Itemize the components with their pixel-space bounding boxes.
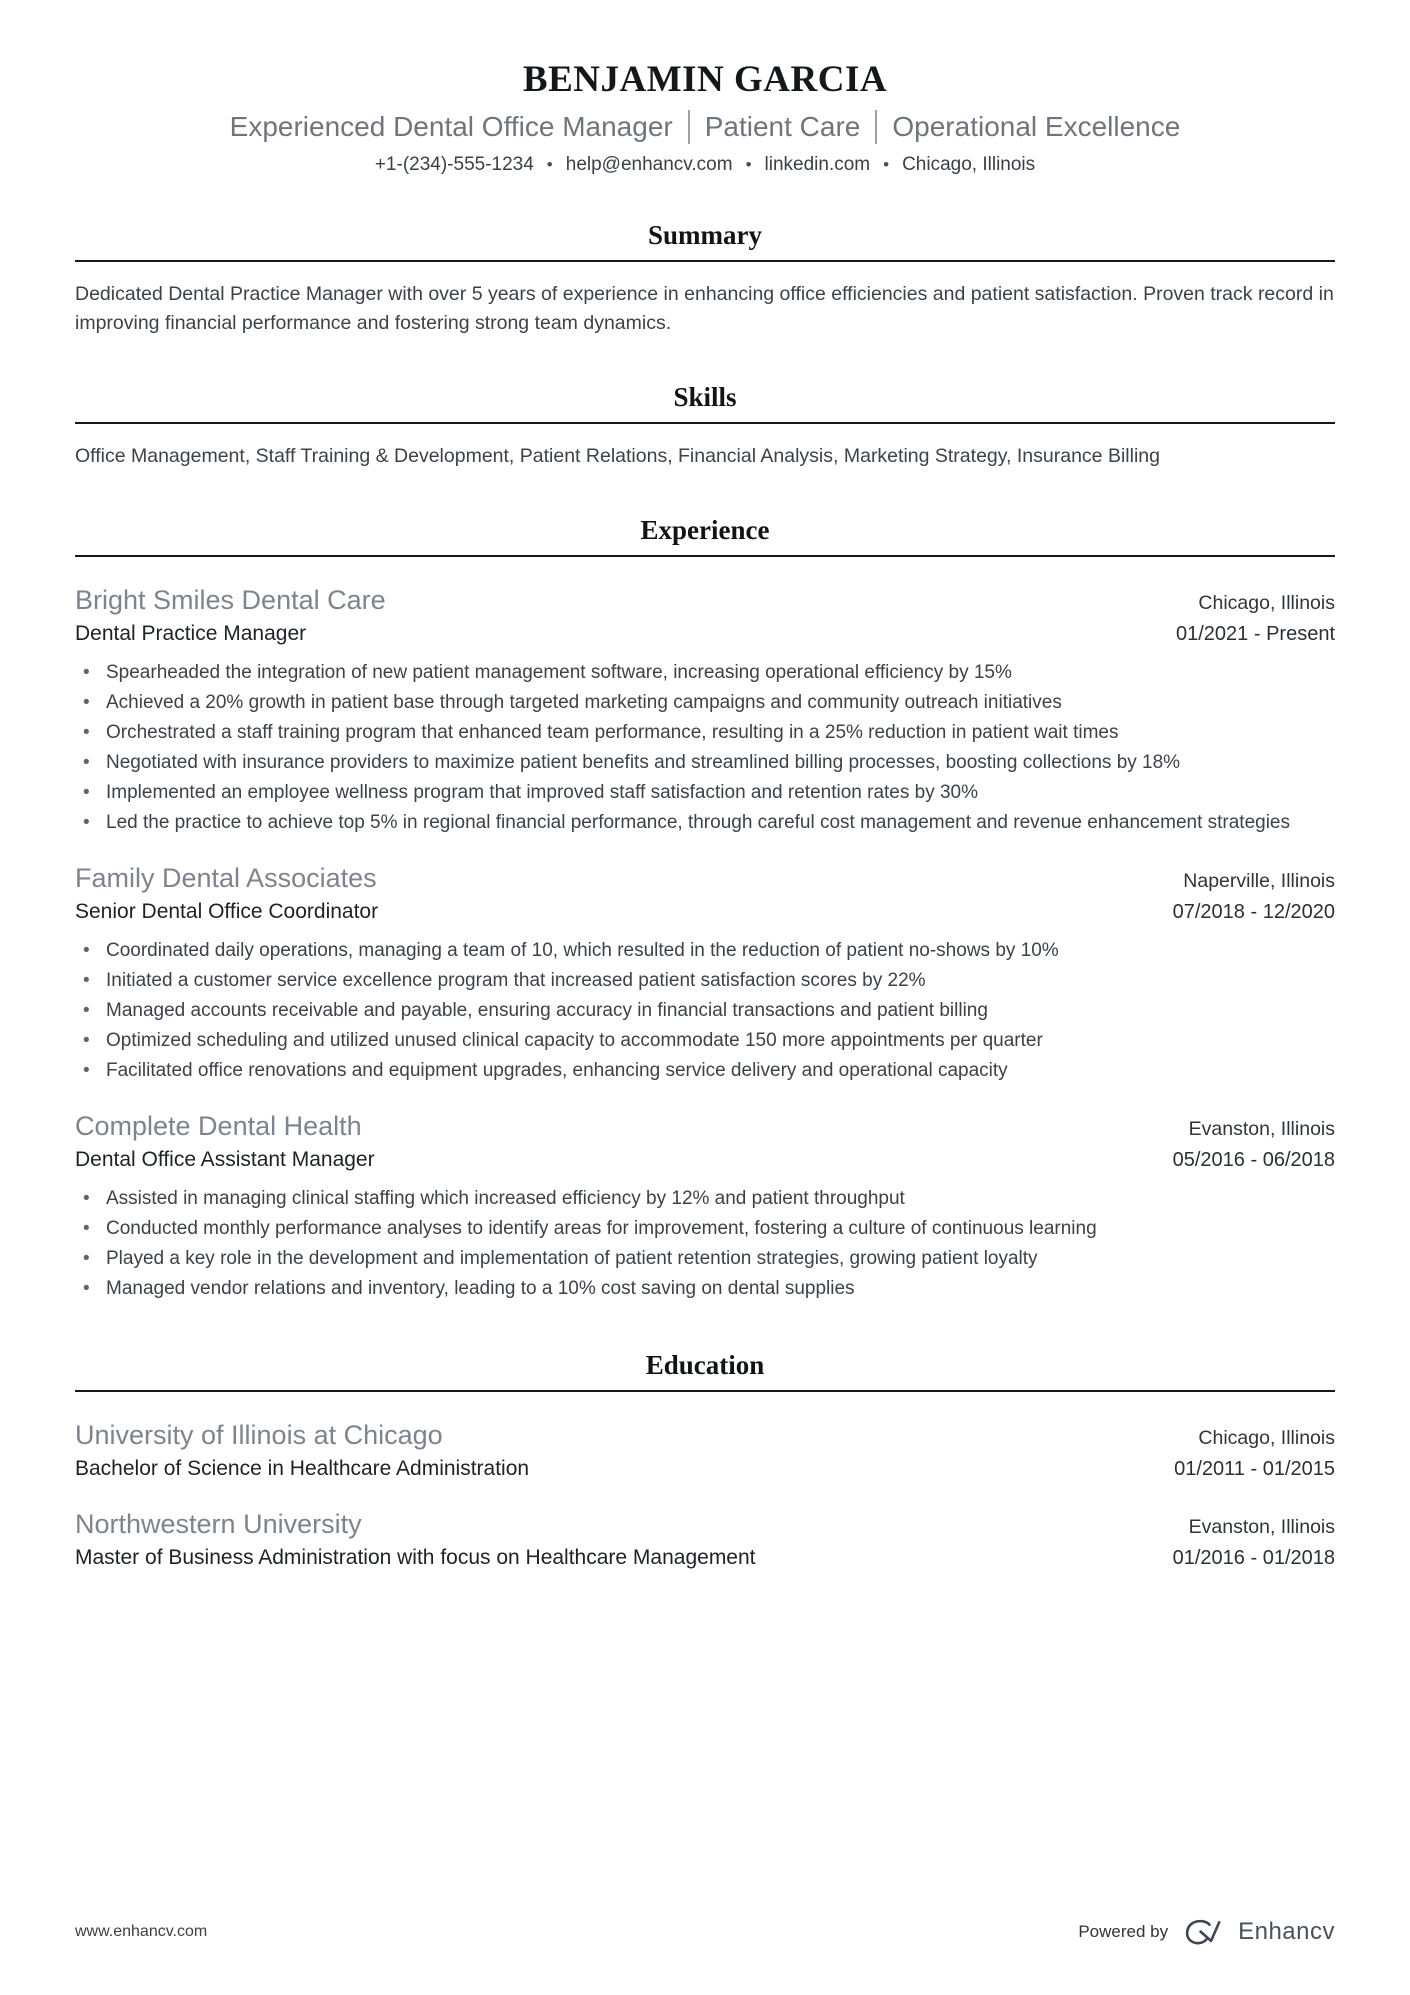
job-dates: 01/2021 - Present [1176,623,1335,645]
section-divider [75,422,1335,424]
linkedin-link[interactable]: linkedin.com [764,154,871,175]
job-bullet: • Led the practice to achieve top 5% in regional financial performance, through careful cost management and revenue enhancement strategies [75,810,1335,835]
job-title: Dental Office Assistant Manager [75,1148,375,1171]
contact-row [75,154,1335,176]
job-location: Evanston, Illinois [1188,1118,1335,1140]
job-bullet: • Spearheaded the integration of new patient management software, increasing operational efficiency by 15% [75,660,1335,685]
experience-entry [75,863,1335,1083]
job-bullet: • Orchestrated a staff training program that enhanced team performance, resulting in a 25% reduction in patient wait times [75,720,1335,745]
job-bullet: • Assisted in managing clinical staffing which increased efficiency by 12% and patient throughput [75,1186,1335,1211]
enhancv-logo-icon[interactable] [1182,1917,1224,1947]
headline-part-2: Patient Care [704,111,861,142]
company-name: Bright Smiles Dental Care [75,585,386,615]
job-dates: 05/2016 - 06/2018 [1172,1149,1335,1171]
education-title: Education [645,1350,765,1380]
experience-entry [75,1111,1335,1301]
job-bullet: • Optimized scheduling and utilized unused clinical capacity to accommodate 150 more appointments per quarter [75,1028,1335,1053]
phone-number: +1-(234)-555-1234 [374,154,534,175]
school-location: Chicago, Illinois [1198,1427,1335,1449]
contact-separator-dot: • [883,155,890,174]
company-name: Family Dental Associates [75,863,377,893]
headline [75,110,1335,144]
section-divider [75,260,1335,262]
summary-text: Dedicated Dental Practice Manager with over 5 years of experience in enhancing office efficiencies and patient satisfaction. Proven track record in improving financial performance and fostering strong team dynamics. [75,283,1334,334]
degree-name: Bachelor of Science in Healthcare Administration [75,1457,530,1480]
section-summary [75,220,1335,338]
school-dates: 01/2011 - 01/2015 [1174,1458,1335,1480]
job-bullet: • Implemented an employee wellness program that improved staff satisfaction and retention rates by 30% [75,780,1335,805]
school-dates: 01/2016 - 01/2018 [1172,1547,1335,1569]
education-entry [75,1509,1335,1570]
job-bullet: • Initiated a customer service excellence program that increased patient satisfaction scores by 22% [75,968,1335,993]
degree-name: Master of Business Administration with focus on Healthcare Management [75,1546,756,1569]
job-bullet: • Negotiated with insurance providers to maximize patient benefits and streamlined billing processes, boosting collections by 18% [75,750,1335,775]
candidate-name: BENJAMIN GARCIA [522,59,888,100]
job-bullet-list [75,938,1335,1083]
contact-separator-dot: • [745,155,752,174]
skills-text: Office Management, Staff Training & Development, Patient Relations, Financial Analysis, Marketing Strategy, Insurance Billing [75,445,1160,467]
school-location: Evanston, Illinois [1188,1516,1335,1538]
company-name: Complete Dental Health [75,1111,362,1141]
job-bullet: • Played a key role in the development and implementation of patient retention strategies, growing patient loyalty [75,1246,1335,1271]
job-title: Dental Practice Manager [75,622,307,645]
job-location: Chicago, Illinois [1198,592,1335,614]
job-bullet: • Managed vendor relations and inventory, leading to a 10% cost saving on dental supplies [75,1276,1335,1301]
powered-by-block [1078,1917,1335,1947]
job-bullet: • Facilitated office renovations and equipment upgrades, enhancing service delivery and operational capacity [75,1058,1335,1083]
experience-title: Experience [640,515,770,545]
job-bullet: • Conducted monthly performance analyses to identify areas for improvement, fostering a culture of continuous learning [75,1216,1335,1241]
resume-header [75,58,1335,176]
email-link[interactable]: help@enhancv.com [565,154,733,175]
institution-name: Northwestern University [75,1509,362,1539]
section-education [75,1350,1335,1570]
headline-part-3: Operational Excellence [892,111,1181,142]
powered-by-label: Powered by [1078,1922,1169,1941]
section-divider [75,555,1335,557]
enhancv-brand-wordmark[interactable]: Enhancv [1238,1918,1335,1945]
headline-separator [688,110,690,144]
section-experience [75,515,1335,1306]
page-footer [75,1877,1335,1947]
enhancv-website-link[interactable]: www.enhancv.com [75,1923,208,1940]
education-entry [75,1420,1335,1481]
job-title: Senior Dental Office Coordinator [75,900,379,923]
section-skills [75,382,1335,471]
summary-title: Summary [648,220,762,250]
contact-separator-dot: • [546,155,553,174]
headline-separator [875,110,877,144]
job-bullet: • Coordinated daily operations, managing a team of 10, which resulted in the reduction of patient no-shows by 10% [75,938,1335,963]
job-bullet-list [75,660,1335,835]
job-dates: 07/2018 - 12/2020 [1172,901,1335,923]
location-text: Chicago, Illinois [902,154,1036,175]
job-bullet: • Managed accounts receivable and payable, ensuring accuracy in financial transactions and patient billing [75,998,1335,1023]
job-bullet-list [75,1186,1335,1301]
section-divider [75,1390,1335,1392]
institution-name: University of Illinois at Chicago [75,1420,443,1450]
job-bullet: • Achieved a 20% growth in patient base through targeted marketing campaigns and community outreach initiatives [75,690,1335,715]
job-location: Naperville, Illinois [1183,870,1335,892]
skills-title: Skills [673,382,737,412]
headline-part-1: Experienced Dental Office Manager [229,111,673,142]
experience-entry [75,585,1335,835]
